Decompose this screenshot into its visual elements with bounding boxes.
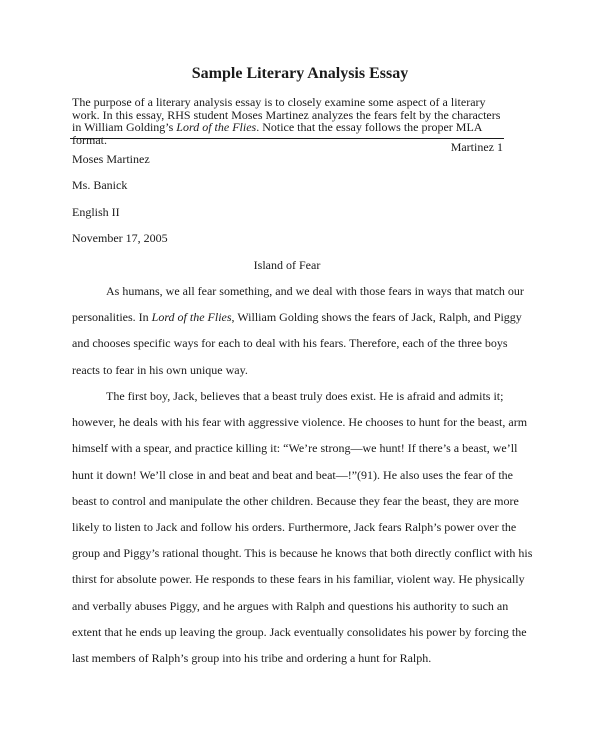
paragraph-1-line2-pre: personalities. In <box>72 310 152 325</box>
paragraph-2-line: group and Piggy’s rational thought. This is because he knows that both directly conflict with his <box>72 546 533 561</box>
paragraph-2 <box>72 383 533 671</box>
running-head: Martinez 1 <box>450 140 503 154</box>
intro-text-part1: The purpose of a literary analysis essay is to closely examine some aspect of a literary work. In this essay, RHS student Moses Martinez analyzes the fears felt by the characters in William Golding’s <box>72 95 501 134</box>
paragraph-1-book-title: Lord of the Flies <box>151 310 232 325</box>
intro-book-title: Lord of the Flies <box>176 120 257 134</box>
paragraph-2-line: last members of Ralph’s group into his tribe and ordering a hunt for Ralph. <box>72 651 432 666</box>
paragraph-1-line <box>72 304 522 330</box>
document-title: Sample Literary Analysis Essay <box>191 65 409 82</box>
course-name: English II <box>72 205 120 219</box>
paragraph-2-line: and verbally abuses Piggy, and he argues with Ralph and questions his authority to such an <box>72 598 509 613</box>
paragraph-2-line: beast to control and manipulate the other children. Because they fear the beast, they are more <box>72 493 519 508</box>
essay-title: Island of Fear <box>253 258 321 272</box>
author-name: Moses Martinez <box>72 152 150 166</box>
paragraph-1-line2-post: , William Golding shows the fears of Jack, Ralph, and Piggy <box>231 310 522 325</box>
essay-date: November 17, 2005 <box>72 231 168 245</box>
paragraph-2-line: however, he deals with his fear with aggressive violence. He chooses to hunt for the beast, arm <box>72 415 528 430</box>
paragraph-2-line: likely to listen to Jack and follow his orders. Furthermore, Jack fears Ralph’s power over the <box>72 520 517 535</box>
paragraph-1 <box>72 278 524 383</box>
paragraph-2-line: himself with a spear, and practice killing it: “We’re strong—we hunt! If there’s a beast, we’ll <box>72 441 518 456</box>
paragraph-2-line: extent that he ends up leaving the group. Jack eventually consolidates his power by forcing the <box>72 624 527 639</box>
header-divider <box>70 138 504 139</box>
paragraph-2-line: The first boy, Jack, believes that a beast truly does exist. He is afraid and admits it; <box>106 389 504 403</box>
paragraph-1-line: and chooses specific ways for each to deal with his fears. Therefore, each of the three boys <box>72 336 508 351</box>
instructor-name: Ms. Banick <box>72 178 128 192</box>
paragraph-2-line: hunt it down! We’ll close in and beat and beat and beat—!”(91). He also uses the fear of the <box>72 467 513 482</box>
paragraph-1-line: As humans, we all fear something, and we deal with those fears in ways that match our <box>106 284 524 298</box>
paragraph-2-line: thirst for absolute power. He responds to these fears in his familiar, violent way. He physically <box>72 572 525 587</box>
paragraph-1-line: reacts to fear in his own unique way. <box>72 362 248 377</box>
intro-text-part2: . Notice that the essay follows the proper MLA format. <box>72 120 482 147</box>
